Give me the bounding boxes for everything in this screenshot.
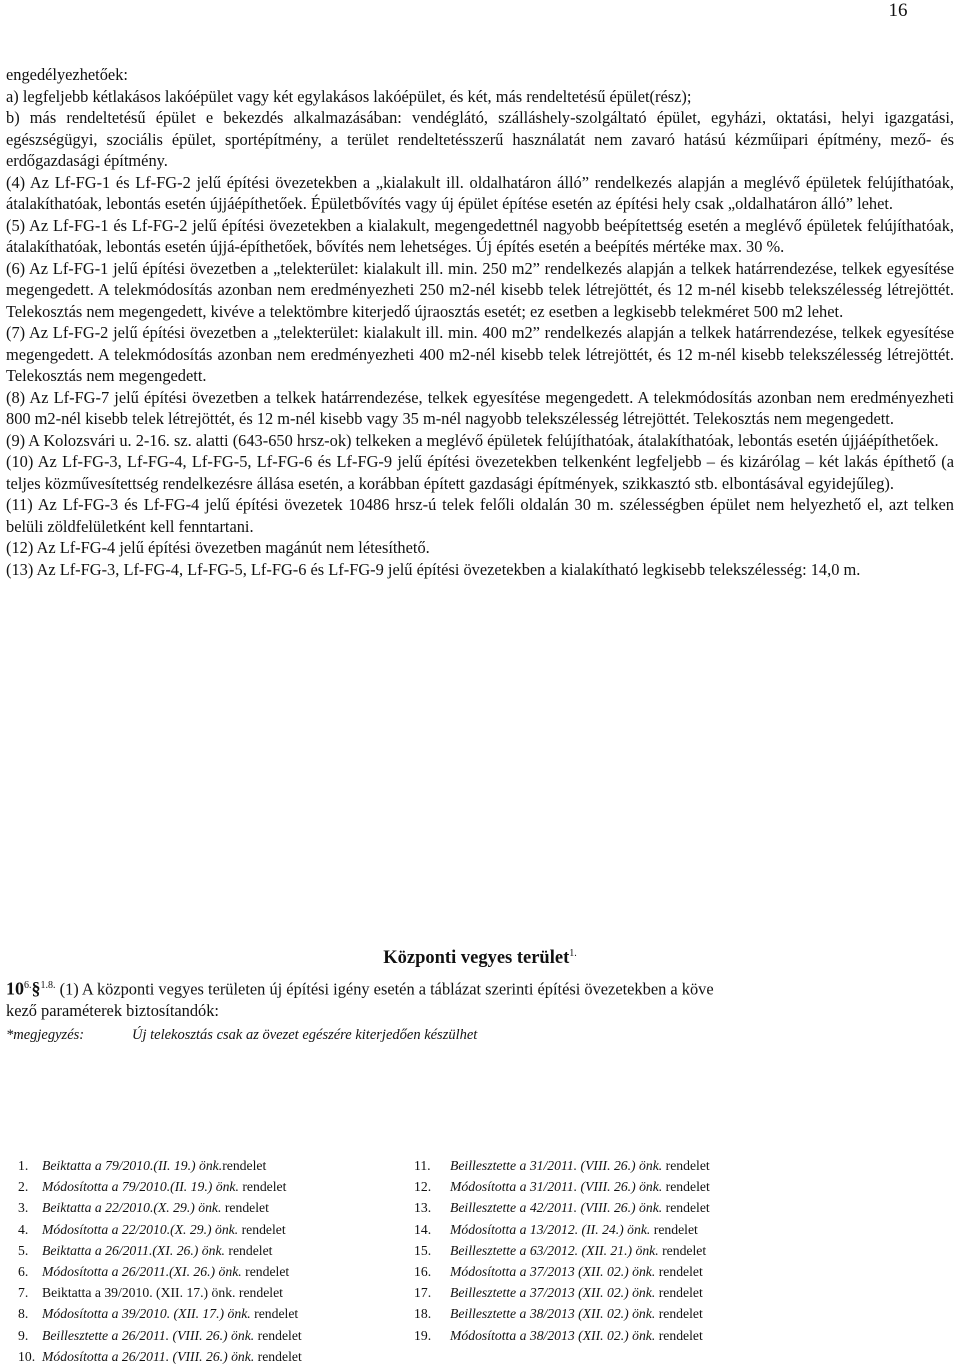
footnote-number: 10. <box>18 1348 36 1364</box>
paragraph-10: (10) Az Lf-FG-3, Lf-FG-4, Lf-FG-5, Lf-FG-6 és Lf-FG-9 jelű építési övezetekben telkenként legfeljebb – és kizárólag – két lakás építhető (a teljes közművesítettség rendelkezésre állása esetén, a korábban épített gazdasági építmények, szikkasztó stb. elbontásával egyidejűleg). <box>6 452 954 493</box>
footnote <box>18 1282 302 1303</box>
footnote <box>18 1219 302 1240</box>
footnote-number: 14. <box>414 1221 432 1237</box>
footnote-suffix: rendelet <box>254 1327 302 1343</box>
footnote-suffix: rendelet <box>254 1348 302 1364</box>
note-label: *megjegyzés: <box>6 1027 85 1043</box>
section-footnote-ref: 6. <box>24 980 32 991</box>
section-10 <box>6 975 958 1021</box>
paragraph-a: a) legfeljebb kétlakásos lakóépület vagy két egylakásos lakóépület, és két, más rendeltetésű épület(rész); <box>6 86 692 106</box>
footnote-suffix: rendelet <box>662 1158 710 1173</box>
footnote-text: Beillesztette a 31/2011. (VIII. 26.) önk. <box>450 1158 663 1173</box>
body-text <box>6 64 954 580</box>
footnote-text: Módosította a 79/2010.(II. 19.) önk. <box>42 1179 239 1195</box>
footnote-number: 5. <box>18 1242 29 1258</box>
note <box>6 1027 477 1044</box>
footnote-suffix: rendelet <box>238 1179 287 1195</box>
footnote-number: 6. <box>18 1264 29 1280</box>
footnote-suffix: rendelet <box>222 1158 267 1173</box>
footnote <box>414 1176 710 1197</box>
footnote-text: Beillesztette a 38/2013 (XII. 02.) önk. <box>450 1306 656 1322</box>
footnote-text: Beiktatta a 79/2010.(II. 19.) önk. <box>42 1158 223 1173</box>
footnote-number: 13. <box>414 1200 432 1216</box>
section-symbol: § <box>31 978 41 999</box>
footnote-text: Beillesztette a 26/2011. (VIII. 26.) önk. <box>42 1327 255 1343</box>
paragraph-7: (7) Az Lf-FG-2 jelű építési övezetben a „telekterület: kialakult ill. min. 400 m2” rendelkezés alapján a telkek határrendezése, telkek egyesítése megengedett. A telekmódosítás azonban nem eredményezheti 400 m2-nél kisebb telek létrejöttét, és 12 m-nél kisebb telekszélesség létrejöttét. Telekosztás nem megengedett. <box>6 323 954 385</box>
footnote-number: 4. <box>18 1221 29 1237</box>
footnote-number: 9. <box>18 1327 29 1343</box>
paragraph-11: (11) Az Lf-FG-3 és Lf-FG-4 jelű építési övezetek 10486 hrsz-ú telek felőli oldalán 30 m. szélességben épület nem helyezhető el, azt telken belüli zöldfelületként kell fenntartani. <box>6 495 954 536</box>
section-text-1: (1) A központi vegyes területen új építési igény esetén a táblázat szerinti építési övezetekben a köve <box>59 979 714 999</box>
footnote-number: 1. <box>18 1158 29 1173</box>
paragraph-b: b) más rendeltetésű épület e bekezdés alkalmazásában: vendéglátó, szálláshely-szolgáltató épület, egyházi, oktatási, helyi igazgatási, egészségügyi, szociális épület, sportépítmény, a terület rendeltetésszerű használatát nem zavaró hatású kézműipari építmény, mező- és erdőgazdasági építmény. <box>6 108 954 170</box>
footnote-text: Módosította a 39/2010. (XII. 17.) önk. <box>42 1306 251 1322</box>
footnote-suffix: rendelet <box>655 1285 703 1301</box>
footnote <box>414 1240 710 1261</box>
footnote-number: 11. <box>414 1158 431 1173</box>
section-heading <box>0 948 960 969</box>
section-footnote-ref-2: 1.8. <box>40 980 56 991</box>
footnote <box>18 1261 302 1282</box>
footnote-number: 3. <box>18 1200 29 1216</box>
footnote-text: Módosította a 37/2013 (XII. 02.) önk. <box>450 1264 656 1280</box>
footnote <box>18 1240 302 1261</box>
footnote-text: Beillesztette a 63/2012. (XII. 21.) önk. <box>450 1242 659 1258</box>
paragraph-4: (4) Az Lf-FG-1 és Lf-FG-2 jelű építési övezetekben a „kialakult ill. oldalhatáron álló” rendelkezés alapján a meglévő épületek felújíthatóak, átalakíthatóak, lebontás esetén újjáépíthetőek. Épületbővítés vagy új épület építése esetén az építési hely csak „oldalhatáron álló” lehet. <box>6 172 954 213</box>
footnote-suffix: rendelet <box>658 1242 707 1258</box>
footnote-text: Módosította a 22/2010.(X. 29.) önk. <box>42 1221 239 1237</box>
footnote-suffix: rendelet <box>224 1242 273 1258</box>
footnote-number: 18. <box>414 1306 432 1322</box>
footnote-text: Módosította a 26/2011. (VIII. 26.) önk. <box>42 1348 255 1364</box>
page-number: 16 <box>888 0 908 21</box>
footnote-text: Beiktatta a 39/2010. (XII. 17.) önk. <box>42 1285 236 1301</box>
paragraph-6: (6) Az Lf-FG-1 jelű építési övezetben a „telekterület: kialakult ill. min. 250 m2” rendelkezés alapján a telkek határrendezése, telkek egyesítése megengedett. A telekmódosítás azonban nem eredményezheti 250 m2-nél kisebb telek létrejöttét, és 12 m-nél kisebb telekszélesség létrejöttét. Telekosztás nem megengedett, kivéve a telektömbre kiterjedő újraosztás esetét; ez esetben a legkisebb telekméret 500 m2 lehet. <box>6 258 954 321</box>
heading-text: Központi vegyes terület <box>383 948 570 969</box>
section-line-1 <box>6 975 958 1000</box>
footnote-suffix: rendelet <box>221 1200 269 1216</box>
footnote <box>414 1282 710 1303</box>
footnote-number: 2. <box>18 1179 29 1195</box>
footnote <box>18 1176 302 1197</box>
footnote-suffix: rendelet <box>650 1221 698 1237</box>
note-text: Új telekosztás csak az övezet egészére kiterjedően készülhet <box>132 1027 478 1043</box>
footnote <box>414 1197 710 1218</box>
footnote <box>18 1197 302 1218</box>
paragraph-intro: engedélyezhetőek: <box>6 65 128 84</box>
footnote <box>18 1346 302 1367</box>
footnote <box>414 1219 710 1240</box>
footnote-text: Beiktatta a 26/2011.(XI. 26.) önk. <box>42 1242 225 1258</box>
footnote-number: 15. <box>414 1242 432 1258</box>
footnote-number: 12. <box>414 1179 432 1195</box>
footnotes-left <box>18 1155 302 1367</box>
footnote <box>414 1325 710 1346</box>
footnote-number: 17. <box>414 1285 432 1301</box>
paragraph-13: (13) Az Lf-FG-3, Lf-FG-4, Lf-FG-5, Lf-FG-6 és Lf-FG-9 jelű építési övezetekben a kialakítható legkisebb telekszélesség: 14,0 m. <box>6 559 861 579</box>
footnote-suffix: rendelet <box>655 1264 703 1280</box>
footnote-suffix: rendelet <box>655 1306 703 1322</box>
section-text-2: kező paraméterek biztosítandók: <box>6 1000 219 1020</box>
footnote <box>414 1303 710 1324</box>
footnote-text: Módosította a 31/2011. (VIII. 26.) önk. <box>450 1179 663 1195</box>
footnote <box>18 1325 302 1346</box>
footnote <box>414 1155 710 1176</box>
footnote-text: Beillesztette a 42/2011. (VIII. 26.) önk. <box>450 1200 663 1216</box>
footnotes-right <box>414 1155 710 1346</box>
paragraph-9: (9) A Kolozsvári u. 2-16. sz. alatti (643-650 hrsz-ok) telkeken a meglévő épületek felújíthatóak, átalakíthatóak, lebontás esetén újjáépíthetőek. <box>6 430 939 450</box>
footnote-text: Beiktatta a 22/2010.(X. 29.) önk. <box>42 1200 222 1216</box>
footnote <box>414 1261 710 1282</box>
footnote-suffix: rendelet <box>238 1221 286 1237</box>
heading-footnote-ref: 1. <box>569 948 577 959</box>
section-number: 10 <box>6 978 24 999</box>
footnote-suffix: rendelet <box>250 1306 299 1322</box>
footnote-number: 19. <box>414 1327 432 1343</box>
footnote <box>18 1155 302 1176</box>
footnote-suffix: rendelet <box>655 1327 703 1343</box>
paragraph-8: (8) Az Lf-FG-7 jelű építési övezetben a telkek határrendezése, telkek egyesítése megengedett. A telekmódosítás azonban nem eredményezheti 800 m2-nél kisebb telek létrejöttét, és 12 m-nél kisebb vagy 35 m-nél nagyobb telekszélesség létrejöttét. Telekosztás nem megengedett. <box>6 387 954 428</box>
footnote-text: Módosította a 13/2012. (II. 24.) önk. <box>450 1221 651 1237</box>
footnote-suffix: rendelet <box>235 1285 283 1301</box>
footnote-text: Módosította a 26/2011.(XI. 26.) önk. <box>42 1264 242 1280</box>
footnote-number: 16. <box>414 1264 432 1280</box>
footnote-suffix: rendelet <box>241 1264 290 1280</box>
footnote-text: Módosította a 38/2013 (XII. 02.) önk. <box>450 1327 656 1343</box>
footnote-suffix: rendelet <box>662 1179 710 1195</box>
footnote <box>18 1303 302 1324</box>
footnote-number: 8. <box>18 1306 29 1322</box>
footnote-text: Beillesztette a 37/2013 (XII. 02.) önk. <box>450 1285 656 1301</box>
paragraph-12: (12) Az Lf-FG-4 jelű építési övezetben magánút nem létesíthető. <box>6 538 430 557</box>
footnote-suffix: rendelet <box>662 1200 710 1216</box>
footnote-number: 7. <box>18 1285 29 1301</box>
paragraph-5: (5) Az Lf-FG-1 és Lf-FG-2 jelű építési övezetekben a kialakult, megengedettnél nagyobb beépítettség esetén a meglévő épületek felújíthatóak, átalakíthatóak, lebontás esetén újjá-építhetőek, bővítés nem lehetséges. Új építés esetén a beépítés mértéke max. 30 %. <box>6 215 954 256</box>
